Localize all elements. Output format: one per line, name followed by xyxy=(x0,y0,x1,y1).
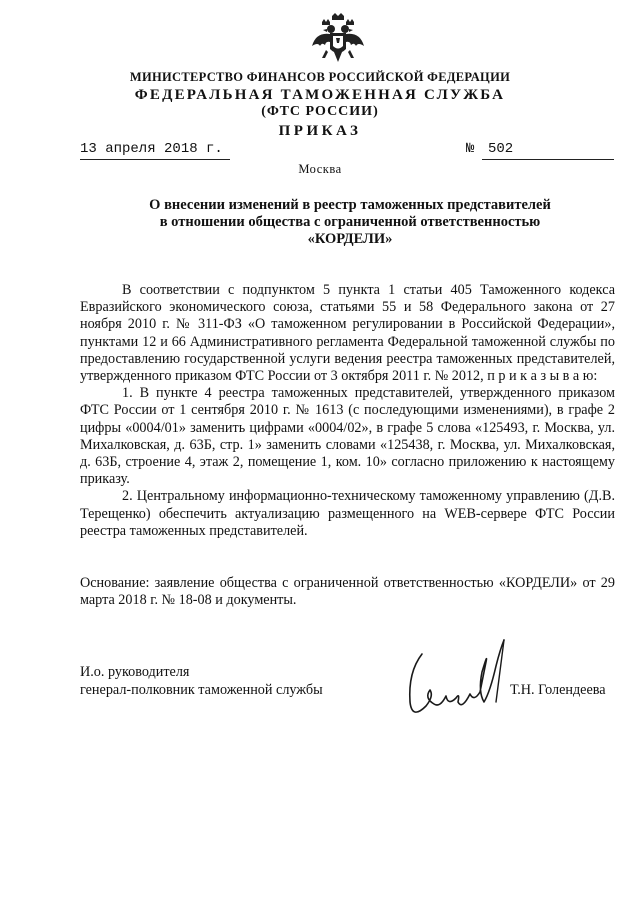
handwritten-signature xyxy=(400,632,525,732)
document-type: ПРИКАЗ xyxy=(278,123,362,139)
order-title-line-2: в отношении общества с ограниченной ответственностью xyxy=(159,214,541,230)
item-1-paragraph: 1. В пункте 4 реестра таможенных представителей, утвержденного приказом ФТС России от 1 сентября 2010 г. № 1613 (с последующими изменениями), в графе 2 цифры «0004/01» заменить цифрами «0004/02», в графе 5 слова «125493, г. Москва, ул. Михалковская, д. 63Б, стр. 1» заменить словами «125438, г. Москва, ул. Михалковская, д. 63Б, строение 4, этаж 2, помещение 1, ком. 10» согласно приложению к настоящему приказу. xyxy=(80,385,615,488)
basis-paragraph: Основание: заявление общества с ограниченной ответственностью «КОРДЕЛИ» от 29 марта 2018 г. № 18-08 и документы. xyxy=(80,575,615,609)
signatory-role-line-2: генерал-полковник таможенной службы xyxy=(80,682,323,698)
signatory-name: Т.Н. Голендеева xyxy=(510,682,606,698)
number-sign: № xyxy=(466,141,475,157)
ministry-name: МИНИСТЕРСТВО ФИНАНСОВ РОССИЙСКОЙ ФЕДЕРАЦИИ xyxy=(129,70,511,84)
order-number xyxy=(482,141,614,160)
service-name: ФЕДЕРАЛЬНАЯ ТАМОЖЕННАЯ СЛУЖБА xyxy=(134,87,506,103)
city: Москва xyxy=(298,162,342,176)
service-abbreviation: (ФТС РОССИИ) xyxy=(261,104,379,119)
coat-of-arms-icon xyxy=(308,12,368,72)
preamble-paragraph: В соответствии с подпунктом 5 пункта 1 статьи 405 Таможенного кодекса Евразийского экономического союза, статьями 55 и 58 Федерального закона от 27 ноября 2010 г. № 311-ФЗ «О таможенном регулировании в Российской Федерации», пунктами 12 и 66 Административного регламента Федеральной таможенной службы по предоставлению государственной услуги ведения реестра таможенных представителей, утвержденного приказом ФТС России от 3 октября 2011 г. № 2012, п р и к а з ы в а ю: xyxy=(80,282,615,385)
order-title-line-1: О внесении изменений в реестр таможенных представителей xyxy=(149,197,551,213)
item-2-paragraph: 2. Центральному информационно-техническому таможенному управлению (Д.В. Терещенко) обеспечить актуализацию размещенного на WEB-сервере ФТС России реестра таможенных представителей. xyxy=(80,488,615,539)
order-date: 13 апреля 2018 г. xyxy=(80,141,230,160)
order-number-value: 502 xyxy=(488,141,514,157)
order-title-line-3: «КОРДЕЛИ» xyxy=(307,231,393,247)
signatory-role-line-1: И.о. руководителя xyxy=(80,664,190,680)
order-body xyxy=(80,282,615,540)
